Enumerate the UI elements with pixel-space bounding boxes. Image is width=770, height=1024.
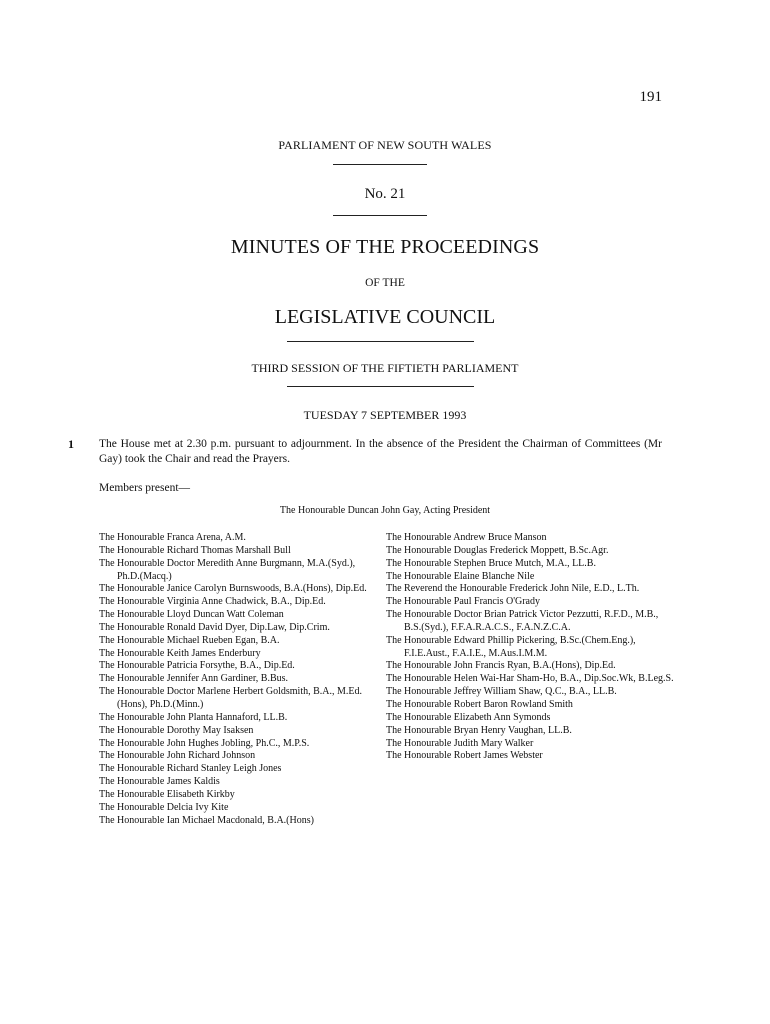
member-entry: The Honourable Janice Carolyn Burnswoods, B.A.(Hons), Dip.Ed. bbox=[99, 583, 367, 595]
divider bbox=[287, 386, 474, 387]
member-entry: The Honourable Virginia Anne Chadwick, B.A., Dip.Ed. bbox=[99, 596, 326, 608]
member-entry: The Honourable Keith James Enderbury bbox=[99, 647, 261, 659]
divider bbox=[333, 215, 427, 216]
member-entry: The Honourable Doctor Meredith Anne Burgmann, M.A.(Syd.), Ph.D.(Macq.) bbox=[99, 557, 356, 582]
member-entry: The Honourable James Kaldis bbox=[99, 776, 220, 788]
member-entry: The Honourable Doctor Marlene Herbert Goldsmith, B.A., M.Ed.(Hons), Ph.D.(Minn.) bbox=[99, 686, 362, 710]
member-entry: The Honourable Stephen Bruce Mutch, M.A., LL.B. bbox=[386, 557, 596, 569]
of-the-label: OF THE bbox=[365, 277, 405, 289]
member-entry: The Honourable Elaine Blanche Nile bbox=[386, 570, 535, 582]
member-entry: The Honourable Ian Michael Macdonald, B.A.(Hons) bbox=[99, 814, 314, 826]
member-entry: The Honourable Richard Thomas Marshall Bull bbox=[99, 544, 291, 556]
member-entry: The Honourable Bryan Henry Vaughan, LL.B. bbox=[386, 724, 572, 736]
member-entry: The Honourable Patricia Forsythe, B.A., Dip.Ed. bbox=[99, 660, 295, 672]
member-entry: The Honourable Delcia Ivy Kite bbox=[99, 801, 229, 813]
divider bbox=[287, 341, 474, 342]
member-entry: The Honourable Judith Mary Walker bbox=[386, 737, 534, 749]
session-heading: THIRD SESSION OF THE FIFTIETH PARLIAMENT bbox=[251, 361, 519, 375]
member-entry: The Honourable Richard Stanley Leigh Jones bbox=[99, 763, 282, 775]
member-entry: The Reverend the Honourable Frederick John Nile, E.D., L.Th. bbox=[386, 583, 640, 595]
page-number: 191 bbox=[639, 89, 662, 105]
divider bbox=[333, 164, 427, 165]
council-title: LEGISLATIVE COUNCIL bbox=[274, 306, 496, 328]
member-entry: The Honourable Andrew Bruce Manson bbox=[386, 532, 547, 543]
member-entry: The Honourable Jennifer Ann Gardiner, B.Bus. bbox=[99, 673, 288, 685]
member-entry: The Honourable Franca Arena, A.M. bbox=[99, 532, 246, 543]
acting-president: The Honourable Duncan John Gay, Acting President bbox=[279, 505, 491, 516]
member-entry: The Honourable Jeffrey William Shaw, Q.C., B.A., LL.B. bbox=[386, 686, 617, 698]
members-list-left bbox=[99, 532, 374, 827]
item-number: 1 bbox=[68, 437, 74, 451]
member-entry: The Honourable Dorothy May Isaksen bbox=[99, 724, 254, 736]
sitting-date: TUESDAY 7 SEPTEMBER 1993 bbox=[303, 408, 467, 422]
members-list-right bbox=[386, 532, 676, 763]
member-entry: The Honourable Robert James Webster bbox=[386, 750, 543, 762]
member-entry: The Honourable Michael Rueben Egan, B.A. bbox=[99, 634, 280, 646]
member-entry: The Honourable Elizabeth Ann Symonds bbox=[386, 711, 551, 723]
parliament-heading: PARLIAMENT OF NEW SOUTH WALES bbox=[278, 138, 492, 152]
member-entry: The Honourable John Planta Hannaford, LL.B. bbox=[99, 711, 288, 723]
member-entry: The Honourable Doctor Brian Patrick Victor Pezzutti, R.F.D., M.B., B.S.(Syd.), F.F.A.R.A.C.S., F.A.N.Z.C.A. bbox=[386, 609, 659, 633]
member-entry: The Honourable Paul Francis O'Grady bbox=[386, 596, 540, 608]
member-entry: The Honourable Ronald David Dyer, Dip.Law, Dip.Crim. bbox=[99, 621, 330, 633]
member-entry: The Honourable Edward Phillip Pickering, B.Sc.(Chem.Eng.), F.I.E.Aust., F.A.I.E., M.Aus.I.M.M. bbox=[386, 634, 636, 659]
members-present-label: Members present— bbox=[99, 482, 191, 494]
item-text: The House met at 2.30 p.m. pursuant to adjournment. In the absence of the President the Chairman of Committees (Mr Gay) took the Chair and read the Prayers. bbox=[99, 438, 662, 465]
minutes-number: No. 21 bbox=[364, 186, 406, 202]
document-title: MINUTES OF THE PROCEEDINGS bbox=[230, 236, 540, 258]
member-entry: The Honourable Douglas Frederick Moppett, B.Sc.Agr. bbox=[386, 544, 609, 556]
member-entry: The Honourable Helen Wai-Har Sham-Ho, B.A., Dip.Soc.Wk, B.Leg.S. bbox=[386, 673, 674, 685]
member-entry: The Honourable John Richard Johnson bbox=[99, 750, 256, 762]
member-entry: The Honourable John Francis Ryan, B.A.(Hons), Dip.Ed. bbox=[386, 660, 616, 672]
member-entry: The Honourable Lloyd Duncan Watt Coleman bbox=[99, 609, 284, 621]
member-entry: The Honourable Robert Baron Rowland Smith bbox=[386, 698, 573, 710]
member-entry: The Honourable Elisabeth Kirkby bbox=[99, 788, 235, 800]
member-entry: The Honourable John Hughes Jobling, Ph.C., M.P.S. bbox=[99, 737, 310, 749]
